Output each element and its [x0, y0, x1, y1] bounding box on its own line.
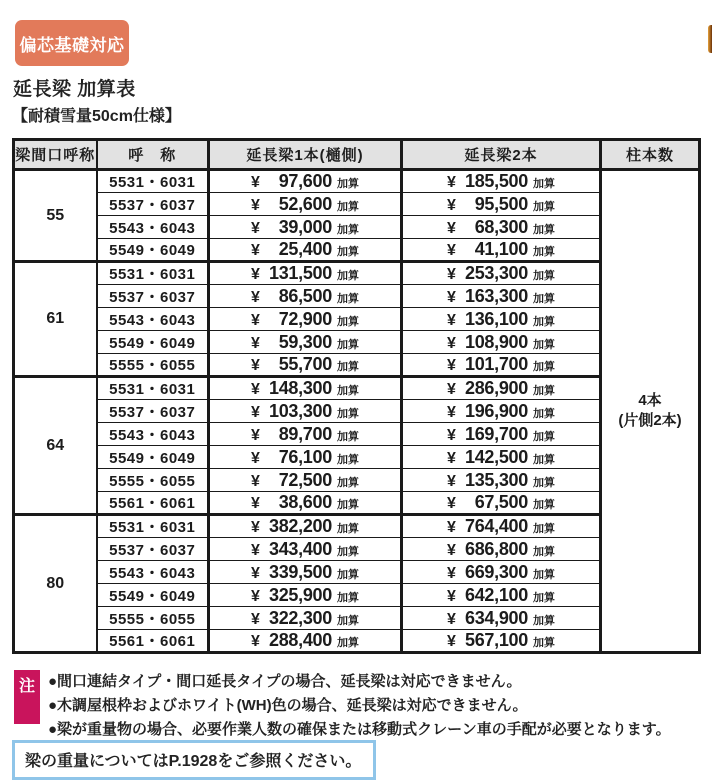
table-row: [14, 630, 700, 653]
kasan-suffix: 加算: [532, 637, 555, 649]
price-two-beams-cell: [402, 262, 601, 285]
kasan-suffix: 加算: [532, 246, 555, 258]
kasan-suffix: 加算: [336, 200, 359, 213]
price-amount: 55,700: [278, 354, 332, 374]
kasan-suffix: 加算: [336, 246, 359, 258]
model-number-cell: 5561・6061: [97, 630, 209, 653]
price-amount: 131,500: [268, 263, 332, 283]
price-amount: 764,400: [464, 516, 528, 536]
kasan-suffix: 加算: [336, 292, 359, 305]
price-amount: 103,300: [268, 400, 332, 421]
model-number-cell: 5543・6043: [97, 561, 209, 584]
yen-symbol: ¥: [447, 357, 456, 374]
note-item: ●間口連結タイプ・間口延長タイプの場合、延長梁は対応できません。: [48, 673, 522, 690]
price-two-beams-cell: [402, 515, 601, 538]
price-two-beams-cell: [402, 538, 601, 561]
header-two-beams: 延長梁2本: [402, 140, 601, 170]
yen-symbol: ¥: [447, 219, 456, 237]
price-amount: 76,100: [278, 446, 332, 467]
model-number-cell: 5537・6037: [97, 285, 209, 308]
kasan-suffix: 加算: [336, 338, 359, 351]
price-one-beam-cell: [209, 446, 402, 469]
yen-symbol: ¥: [447, 519, 456, 536]
yen-symbol: ¥: [251, 311, 260, 329]
price-two-beams-cell: [402, 193, 601, 216]
price-amount: 634,900: [464, 607, 528, 628]
model-number-cell: 5537・6037: [97, 400, 209, 423]
kasan-suffix: 加算: [532, 385, 555, 397]
price-one-beam-cell: [209, 607, 402, 630]
price-amount: 686,800: [464, 538, 528, 559]
price-two-beams-cell: [402, 630, 601, 653]
yen-symbol: ¥: [251, 196, 260, 214]
yen-symbol: ¥: [447, 196, 456, 214]
yen-symbol: ¥: [251, 381, 260, 398]
price-amount: 86,500: [278, 285, 332, 306]
note-lines: [48, 670, 671, 742]
kasan-suffix: 加算: [336, 453, 359, 466]
model-number-cell: 5555・6055: [97, 607, 209, 630]
table-row: [14, 285, 700, 308]
beam-span-label-cell: 61: [14, 262, 97, 377]
kasan-suffix: 加算: [336, 430, 359, 443]
kasan-suffix: 加算: [336, 407, 359, 420]
price-one-beam-cell: [209, 216, 402, 239]
kasan-suffix: 加算: [532, 523, 555, 535]
yen-symbol: ¥: [251, 219, 260, 237]
yen-symbol: ¥: [251, 357, 260, 374]
yen-symbol: ¥: [447, 449, 456, 467]
eccentric-foundation-badge: 偏芯基礎対応: [15, 20, 129, 66]
price-amount: 135,300: [464, 469, 528, 490]
price-one-beam-cell: [209, 469, 402, 492]
price-amount: 67,500: [474, 492, 528, 512]
price-amount: 382,200: [268, 516, 332, 536]
price-one-beam-cell: [209, 331, 402, 354]
price-amount: 163,300: [464, 285, 528, 306]
model-number-cell: 5543・6043: [97, 308, 209, 331]
yen-symbol: ¥: [251, 587, 260, 605]
table-row: [14, 584, 700, 607]
table-row: [14, 515, 700, 538]
price-one-beam-cell: [209, 377, 402, 400]
price-one-beam-cell: [209, 239, 402, 262]
yen-symbol: ¥: [447, 334, 456, 352]
yen-symbol: ¥: [447, 381, 456, 398]
price-amount: 25,400: [278, 239, 332, 259]
model-number-cell: 5537・6037: [97, 538, 209, 561]
model-number-cell: 5549・6049: [97, 331, 209, 354]
price-amount: 169,700: [464, 423, 528, 444]
price-two-beams-cell: [402, 446, 601, 469]
price-two-beams-cell: [402, 331, 601, 354]
yen-symbol: ¥: [251, 472, 260, 490]
yen-symbol: ¥: [447, 266, 456, 283]
kasan-suffix: 加算: [532, 453, 555, 466]
kasan-suffix: 加算: [336, 637, 359, 649]
price-amount: 142,500: [464, 446, 528, 467]
price-two-beams-cell: [402, 308, 601, 331]
price-amount: 196,900: [464, 400, 528, 421]
model-number-cell: 5531・6031: [97, 262, 209, 285]
table-row: [14, 193, 700, 216]
kasan-suffix: 加算: [532, 223, 555, 236]
price-two-beams-cell: [402, 400, 601, 423]
price-two-beams-cell: [402, 285, 601, 308]
price-amount: 322,300: [268, 607, 332, 628]
price-amount: 89,700: [278, 423, 332, 444]
beam-span-label-cell: 64: [14, 377, 97, 515]
model-number-cell: 5543・6043: [97, 216, 209, 239]
price-amount: 567,100: [464, 630, 528, 650]
table-row: [14, 262, 700, 285]
table-row: [14, 170, 700, 193]
kasan-suffix: 加算: [532, 614, 555, 627]
table-row: [14, 354, 700, 377]
note-badge: 注: [14, 670, 40, 724]
price-amount: 325,900: [268, 584, 332, 605]
yen-symbol: ¥: [251, 266, 260, 283]
kasan-suffix: 加算: [532, 292, 555, 305]
table-row: [14, 446, 700, 469]
price-amount: 95,500: [474, 193, 528, 214]
model-number-cell: 5555・6055: [97, 354, 209, 377]
kasan-suffix: 加算: [532, 315, 555, 328]
kasan-suffix: 加算: [532, 499, 555, 511]
price-one-beam-cell: [209, 538, 402, 561]
price-two-beams-cell: [402, 469, 601, 492]
weight-reference-callout: 梁の重量についてはP.1928をご参照ください。: [12, 740, 376, 780]
price-one-beam-cell: [209, 354, 402, 377]
price-amount: 642,100: [464, 584, 528, 605]
kasan-suffix: 加算: [336, 476, 359, 489]
table-header-row: [14, 140, 700, 170]
table-row: [14, 607, 700, 630]
price-one-beam-cell: [209, 170, 402, 193]
yen-symbol: ¥: [251, 519, 260, 536]
price-two-beams-cell: [402, 492, 601, 515]
price-addition-table: [12, 138, 701, 654]
yen-symbol: ¥: [251, 426, 260, 444]
kasan-suffix: 加算: [532, 568, 555, 581]
yen-symbol: ¥: [447, 426, 456, 444]
spec-subtitle: 【耐積雪量50cm仕様】: [12, 108, 181, 125]
note-item: ●木調屋根枠およびホワイト(WH)色の場合、延長梁は対応できません。: [48, 697, 528, 714]
kasan-suffix: 加算: [532, 361, 555, 373]
price-amount: 39,000: [278, 216, 332, 237]
yen-symbol: ¥: [251, 541, 260, 559]
kasan-suffix: 加算: [336, 315, 359, 328]
price-amount: 52,600: [278, 193, 332, 214]
page-edge-tab-icon: [708, 25, 712, 53]
yen-symbol: ¥: [447, 403, 456, 421]
table-row: [14, 331, 700, 354]
yen-symbol: ¥: [447, 610, 456, 628]
model-number-cell: 5549・6049: [97, 584, 209, 607]
kasan-suffix: 加算: [532, 407, 555, 420]
yen-symbol: ¥: [251, 449, 260, 467]
kasan-suffix: 加算: [532, 178, 555, 190]
yen-symbol: ¥: [447, 633, 456, 650]
yen-symbol: ¥: [447, 541, 456, 559]
pillar-count-detail: (片側2本): [618, 412, 682, 429]
beam-span-label-cell: 55: [14, 170, 97, 262]
kasan-suffix: 加算: [336, 591, 359, 604]
price-amount: 288,400: [268, 630, 332, 650]
price-amount: 136,100: [464, 308, 528, 329]
header-one-beam: 延長梁1本(樋側): [209, 140, 402, 170]
kasan-suffix: 加算: [532, 270, 555, 282]
header-beam-span: 梁間口呼称: [14, 140, 97, 170]
price-one-beam-cell: [209, 193, 402, 216]
yen-symbol: ¥: [251, 564, 260, 582]
price-amount: 68,300: [474, 216, 528, 237]
price-two-beams-cell: [402, 377, 601, 400]
yen-symbol: ¥: [447, 472, 456, 490]
price-one-beam-cell: [209, 285, 402, 308]
price-amount: 185,500: [464, 171, 528, 191]
pillar-count-value: 4本: [638, 391, 662, 409]
price-amount: 339,500: [268, 561, 332, 582]
model-number-cell: 5537・6037: [97, 193, 209, 216]
table-row: [14, 469, 700, 492]
table-row: [14, 239, 700, 262]
header-model: 呼 称: [97, 140, 209, 170]
yen-symbol: ¥: [251, 403, 260, 421]
price-two-beams-cell: [402, 239, 601, 262]
kasan-suffix: 加算: [336, 523, 359, 535]
yen-symbol: ¥: [251, 495, 260, 512]
price-amount: 108,900: [464, 331, 528, 352]
yen-symbol: ¥: [447, 311, 456, 329]
header-pillar-count: 柱本数: [601, 140, 700, 170]
table-row: [14, 492, 700, 515]
kasan-suffix: 加算: [532, 591, 555, 604]
price-one-beam-cell: [209, 561, 402, 584]
notes-section: [14, 670, 671, 742]
table-row: [14, 561, 700, 584]
table-row: [14, 308, 700, 331]
price-one-beam-cell: [209, 584, 402, 607]
yen-symbol: ¥: [251, 633, 260, 650]
yen-symbol: ¥: [447, 288, 456, 306]
price-amount: 72,900: [278, 308, 332, 329]
kasan-suffix: 加算: [336, 568, 359, 581]
price-amount: 59,300: [278, 331, 332, 352]
kasan-suffix: 加算: [336, 361, 359, 373]
price-two-beams-cell: [402, 607, 601, 630]
price-two-beams-cell: [402, 423, 601, 446]
price-two-beams-cell: [402, 170, 601, 193]
price-one-beam-cell: [209, 515, 402, 538]
page-title: 延長梁 加算表: [13, 79, 136, 100]
price-two-beams-cell: [402, 216, 601, 239]
yen-symbol: ¥: [251, 334, 260, 352]
table-row: [14, 538, 700, 561]
price-amount: 72,500: [278, 469, 332, 490]
yen-symbol: ¥: [447, 495, 456, 512]
price-one-beam-cell: [209, 262, 402, 285]
yen-symbol: ¥: [447, 174, 456, 191]
price-amount: 97,600: [278, 171, 332, 191]
price-two-beams-cell: [402, 561, 601, 584]
kasan-suffix: 加算: [532, 545, 555, 558]
yen-symbol: ¥: [251, 288, 260, 306]
model-number-cell: 5549・6049: [97, 446, 209, 469]
price-amount: 38,600: [278, 492, 332, 512]
model-number-cell: 5561・6061: [97, 492, 209, 515]
kasan-suffix: 加算: [336, 614, 359, 627]
kasan-suffix: 加算: [532, 430, 555, 443]
yen-symbol: ¥: [251, 242, 260, 259]
model-number-cell: 5549・6049: [97, 239, 209, 262]
kasan-suffix: 加算: [532, 200, 555, 213]
price-amount: 286,900: [464, 378, 528, 398]
price-amount: 148,300: [268, 378, 332, 398]
model-number-cell: 5531・6031: [97, 170, 209, 193]
table-row: [14, 400, 700, 423]
price-two-beams-cell: [402, 584, 601, 607]
kasan-suffix: 加算: [532, 476, 555, 489]
kasan-suffix: 加算: [336, 545, 359, 558]
price-amount: 343,400: [268, 538, 332, 559]
price-one-beam-cell: [209, 492, 402, 515]
model-number-cell: 5531・6031: [97, 377, 209, 400]
price-one-beam-cell: [209, 630, 402, 653]
yen-symbol: ¥: [251, 610, 260, 628]
yen-symbol: ¥: [447, 242, 456, 259]
price-amount: 253,300: [464, 263, 528, 283]
price-amount: 41,100: [474, 239, 528, 259]
yen-symbol: ¥: [447, 587, 456, 605]
kasan-suffix: 加算: [336, 499, 359, 511]
price-one-beam-cell: [209, 308, 402, 331]
yen-symbol: ¥: [251, 174, 260, 191]
price-amount: 669,300: [464, 561, 528, 582]
yen-symbol: ¥: [447, 564, 456, 582]
model-number-cell: 5543・6043: [97, 423, 209, 446]
kasan-suffix: 加算: [336, 270, 359, 282]
kasan-suffix: 加算: [336, 385, 359, 397]
price-table-body: [14, 170, 700, 653]
note-item: ●梁が重量物の場合、必要作業人数の確保または移動式クレーン車の手配が必要となります。: [48, 721, 671, 738]
price-two-beams-cell: [402, 354, 601, 377]
price-one-beam-cell: [209, 400, 402, 423]
table-row: [14, 377, 700, 400]
table-row: [14, 423, 700, 446]
kasan-suffix: 加算: [336, 223, 359, 236]
model-number-cell: 5555・6055: [97, 469, 209, 492]
model-number-cell: 5531・6031: [97, 515, 209, 538]
pillar-count-cell: [601, 170, 700, 653]
price-amount: 101,700: [464, 354, 528, 374]
beam-span-label-cell: 80: [14, 515, 97, 653]
kasan-suffix: 加算: [336, 178, 359, 190]
table-row: [14, 216, 700, 239]
kasan-suffix: 加算: [532, 338, 555, 351]
price-one-beam-cell: [209, 423, 402, 446]
